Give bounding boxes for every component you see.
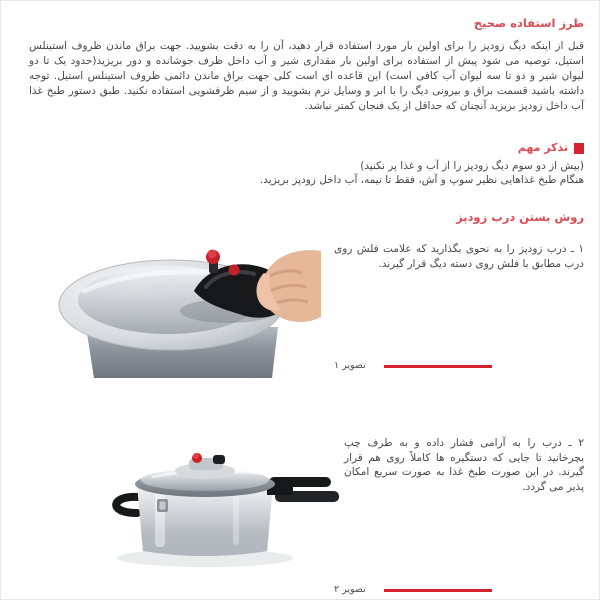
section-title-closing: روش بستن درب زودپز xyxy=(456,210,584,224)
figure-1-caption-rule xyxy=(384,365,492,368)
note-bullet-square-icon xyxy=(574,143,584,154)
note-line-2: هنگام طبخ غذاهایی نظیر سوپ و آش، فقط تا نیمه، آب داخل زودپز بریزید. xyxy=(259,174,584,186)
step-2-text: ۲ ـ درب را به آرامی فشار داده و به طرف چپ بچرخانید تا جایی که دستگیره ها کاملاً روی هم قرار گیرند. در این صورت طبخ غذا به صورت سریع امکان پذیر می گردد. xyxy=(344,437,584,493)
pressure-cooker-closed-illustration xyxy=(93,431,343,581)
note-line-1: (بیش از دو سوم دیگ زودپز را از آب و غذا پر نکنید) xyxy=(360,160,584,172)
figure-1-photo xyxy=(56,229,321,381)
figure-2-caption-rule xyxy=(384,589,492,592)
pressure-cooker-lid-illustration xyxy=(56,229,321,381)
usage-paragraph: قبل از اینکه دیگ زودپز را برای اولین بار مورد استفاده قرار دهید، آن را به دقت بشویید. جهت براق ماندن ظروف استینلس استیل، توصیه می شود پیش از استفاده برای اولین بار مقداری شیر و آب داخل ظرف جوشانده و دور بریزید(حدود یک تا دو لیوان شیر و دو تا سه لیوان آب کافی است) این قاعده ای است کلی جهت براق ماندن دائمی ظروف استینلس استیل. توجه داشته باشید قسمت براق و بیرونی دیگ را با ابر و وسایل نرم بشویید و از سیم ظرفشویی استفاده نکنید. طبق دستور طبخ غذا آب داخل زودپز بریزید آنچنان که حداقل از یک فنجان کمتر نباشد. xyxy=(29,40,584,112)
figure-2-caption: تصویر ۲ xyxy=(334,584,366,595)
step-1-text: ۱ ـ درب زودپز را به نحوی بگذارید که علامت فلش روی درب مطابق با فلش روی دسته دیگ قرار گیرند. xyxy=(334,243,584,270)
figure-1-caption-row xyxy=(334,359,492,373)
figure-2-caption-row xyxy=(334,583,492,597)
note-title-row xyxy=(31,141,584,155)
figure-1-caption: تصویر ۱ xyxy=(334,360,366,371)
section-title-usage: طرز استفاده صحیح xyxy=(473,16,584,30)
note-title: تذکر مهم xyxy=(517,141,568,154)
figure-2-photo xyxy=(93,431,343,581)
